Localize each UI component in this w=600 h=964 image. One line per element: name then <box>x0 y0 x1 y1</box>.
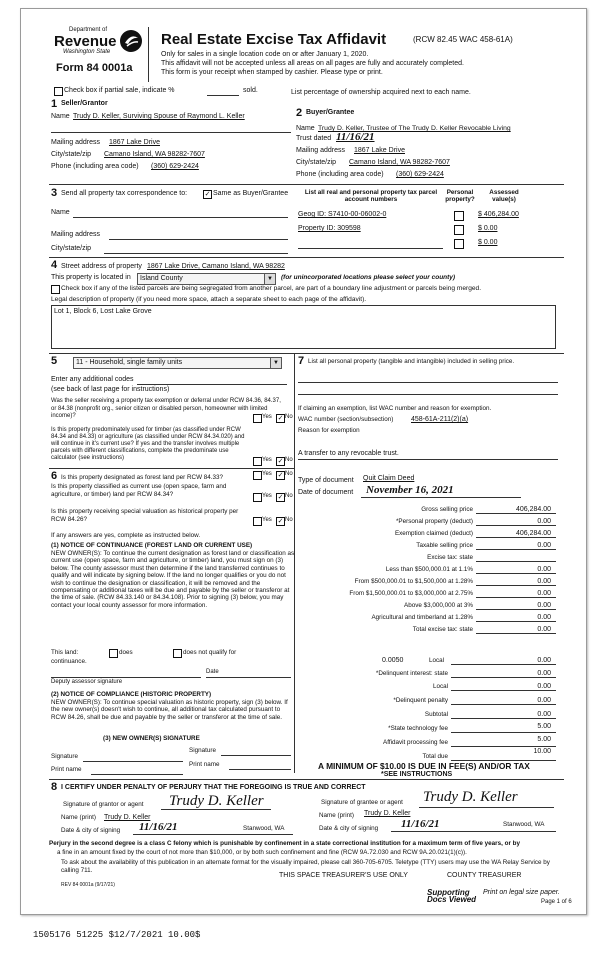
print-name-2-field[interactable] <box>229 769 291 770</box>
chevron-down-icon: ▼ <box>270 358 281 368</box>
tax-row-underline <box>476 585 556 586</box>
tax-row-label: Above $3,000,000 at 3% <box>404 602 473 609</box>
seller-title: Seller/Grantor <box>61 100 108 107</box>
tax-row-value[interactable]: 406,284.00 <box>515 506 551 513</box>
tax-row-value[interactable]: 0.00 <box>537 626 551 633</box>
grantee-date-line <box>391 831 556 832</box>
assessed-value-1[interactable]: $ 406,284.00 <box>478 211 519 218</box>
county-select[interactable] <box>137 273 276 285</box>
local-rate: 0.0050 <box>382 657 404 664</box>
segregated-label: Check box if any of the listed parcels are being segregated from another parcel, are part of a boundary line adjustment or parcels being merged. <box>61 285 482 292</box>
legal-description-label: Legal description of property (if you need more space, attach a separate sheet to each page of the affidavit). <box>51 296 367 303</box>
buyer-name-field[interactable]: Trudy D. Keller, Trustee of The Trudy D. Keller Revocable Living <box>318 125 511 132</box>
section-6-number: 6 <box>51 470 58 482</box>
tax-row-label: Agricultural and timberland at 1.28% <box>371 614 473 621</box>
tax-row-label: Excise tax: state <box>427 554 473 561</box>
tax-row-label: Gross selling price <box>421 506 473 513</box>
print-name-1-field[interactable] <box>91 774 183 775</box>
seller-blank-line <box>51 132 291 133</box>
revenue-logo-text: Revenue <box>54 33 117 50</box>
parcel-id-1[interactable]: Geog ID: S7410-00-06002-0 <box>298 211 387 218</box>
grantor-date-line <box>133 834 293 835</box>
grantee-date-field[interactable]: 11/16/21 <box>401 818 440 830</box>
processing-fee-value[interactable]: 5.00 <box>537 736 551 743</box>
buyer-phone-label: Phone (including area code) <box>296 171 384 178</box>
forest-yes-label: Yes <box>262 471 272 477</box>
continuance-label: continuance. <box>51 658 87 665</box>
subtotal-value[interactable]: 0.00 <box>537 711 551 718</box>
processing-fee-underline <box>451 746 556 747</box>
doc-date-field[interactable]: November 16, 2021 <box>366 484 454 496</box>
section-8-number: 8 <box>51 781 58 793</box>
tax-row-value[interactable]: 0.00 <box>537 614 551 621</box>
historic-no-label: No <box>285 517 293 523</box>
tax-row-value[interactable]: 406,284.00 <box>515 530 551 537</box>
use-code-select[interactable] <box>73 357 282 369</box>
use-code-value: 11 - Household, single family units <box>76 359 183 366</box>
trust-dated-label: Trust dated <box>296 135 332 142</box>
tech-fee-label: *State technology fee <box>388 725 448 732</box>
does-not-label: does not qualify for <box>183 649 237 656</box>
timber-yes-label: Yes <box>262 457 272 463</box>
deputy-date-field[interactable] <box>206 677 291 678</box>
grantee-signature[interactable]: Trudy D. Keller <box>423 789 518 805</box>
street-field[interactable]: 1867 Lake Drive, Camano Island, WA 98282 <box>147 263 285 270</box>
doc-date-label: Date of document <box>298 489 354 496</box>
seller-city-field[interactable]: Camano Island, WA 98282-7607 <box>104 151 205 158</box>
notice-compliance-body: NEW OWNER(S): To continue special valuation as historic property, sign (3) below. If the new owner(s) doesn't wish to continue, all additional tax calculated pursuant to RCW 84.26, shall be due and payable by the seller or transferor at the time of sale. <box>51 699 288 721</box>
legal-description-text: Lot 1, Block 6, Lost Lake Grove <box>54 308 152 315</box>
personal-property-checkbox-1[interactable] <box>454 211 464 221</box>
partial-sale-label: Check box if partial sale, indicate % <box>64 87 175 94</box>
correspondence-label: Send all property tax correspondence to: <box>61 190 188 197</box>
notice-continuance-body: NEW OWNER(S): To continue the current designation as forest land or classification as current use (open space, farm and agriculture, or timber) land, you must sign on (3) below. The county assessor must then determine if the land transferred continues to qualify and will indicate by signing below. If the land no longer qualifies or you do not wish to continue the designation or classification, it will be removed and the compensating or additional taxes will be due and payable by the seller or transferor at the time of sale. (RCW 84.33.140 or 84.34.108). Prior to signing (3) below, you may contact your local county assessor for more information. <box>51 550 295 609</box>
washington-state-label: Washington State <box>63 49 111 55</box>
doc-type-label: Type of document <box>298 477 354 484</box>
section-4-divider <box>49 257 564 258</box>
assessed-value-header: Assessed value(s) <box>489 189 519 203</box>
same-as-buyer-checkbox[interactable]: ✓ <box>204 191 211 198</box>
local-label: Local <box>429 657 445 664</box>
does-label: does <box>119 649 133 656</box>
certify-statement: I CERTIFY UNDER PENALTY OF PERJURY THAT THE FOREGOING IS TRUE AND CORRECT <box>61 784 366 791</box>
wac-claim-label: If claiming an exemption, list WAC number and reason for exemption. <box>298 405 492 412</box>
seller-name-label: Name <box>51 113 70 120</box>
grantee-date-label: Date & city of signing <box>319 825 379 832</box>
tax-row-underline <box>476 573 556 574</box>
tech-fee-value[interactable]: 5.00 <box>537 723 551 730</box>
assessed-value-3[interactable]: $ 0.00 <box>478 239 498 246</box>
legal-paper-note: Print on legal size paper. <box>483 889 560 896</box>
seller-phone-field[interactable]: (360) 629-2424 <box>151 163 199 170</box>
trust-dated-field[interactable]: 11/16/21 <box>336 131 375 143</box>
assessed-value-2[interactable]: $ 0.00 <box>478 225 498 232</box>
grantor-city-field[interactable]: Stanwood, WA <box>243 825 285 832</box>
deputy-signature-field[interactable] <box>51 677 201 678</box>
buyer-phone-field[interactable]: (360) 629-2424 <box>396 171 444 178</box>
section-8-divider <box>49 779 564 780</box>
print-name-1-label: Print name <box>51 766 82 773</box>
forest-question: Is this property designated as forest land per RCW 84.33? <box>61 474 224 481</box>
corr-mailing-label: Mailing address <box>51 231 101 238</box>
tax-row-label: *Personal property (deduct) <box>395 518 473 525</box>
grantee-city-field[interactable]: Stanwood, WA <box>503 821 545 828</box>
tax-row-value[interactable]: 0.00 <box>537 566 551 573</box>
see-back-note: (see back of last page for instructions) <box>51 386 170 393</box>
tax-row-underline <box>476 549 556 550</box>
interest-local-underline <box>451 690 556 691</box>
seller-mailing-label: Mailing address <box>51 139 101 146</box>
corr-mailing-field[interactable] <box>109 239 288 240</box>
buyer-name-label: Name <box>296 125 315 132</box>
timber-no-label: No <box>285 457 293 463</box>
same-as-buyer-label: Same as Buyer/Grantee <box>213 190 289 197</box>
timber-yes-checkbox[interactable] <box>253 457 262 466</box>
exemption-yes-label: Yes <box>262 414 272 420</box>
personal-property-line-2[interactable] <box>298 394 558 395</box>
grantee-name-label: Name (print) <box>319 812 354 819</box>
rcw-reference: (RCW 82.45 WAC 458-61A) <box>413 35 513 44</box>
chevron-down-icon: ▼ <box>264 274 275 284</box>
column-divider <box>294 353 295 773</box>
forest-no-label: No <box>285 471 293 477</box>
tax-row-underline <box>476 525 556 526</box>
grantor-signature-line <box>161 809 271 810</box>
forest-no-checkbox[interactable]: ✓ <box>277 472 284 479</box>
if-yes-note: If any answers are yes, complete as instructed below. <box>51 532 201 539</box>
tax-row-value[interactable]: 0.00 <box>537 590 551 597</box>
deputy-date-label: Date <box>206 669 219 675</box>
parcel-id-2[interactable]: Property ID: 309598 <box>298 225 361 232</box>
recording-stamp: 1505176 51225 $12/7/2021 10.00$ <box>33 930 201 940</box>
tax-row-underline <box>476 633 556 634</box>
seller-mailing-field[interactable]: 1867 Lake Drive <box>109 139 160 146</box>
processing-fee-label: Affidavit processing fee <box>383 739 448 746</box>
tax-row-value[interactable]: 0.00 <box>537 602 551 609</box>
perjury-line-1: Perjury in the second degree is a class C felony which is punishable by confinement in a state correctional institution for a maximum term of five years, or by <box>49 840 520 847</box>
new-owner-signature-title: (3) NEW OWNER(S) SIGNATURE <box>103 735 200 742</box>
local-underline <box>451 664 556 665</box>
section-3-number: 3 <box>51 187 58 199</box>
penalty-value[interactable]: 0.00 <box>537 697 551 704</box>
total-due-label: Total due <box>422 753 448 760</box>
grantor-date-label: Date & city of signing <box>61 827 121 834</box>
tax-row-underline <box>476 513 556 514</box>
reason-underline <box>298 459 558 460</box>
section-2-number: 2 <box>296 107 303 119</box>
revision-label: REV 84 0001a (9/17/21) <box>61 882 115 888</box>
signature-2-field[interactable] <box>221 755 291 756</box>
buyer-city-label: City/state/zip <box>296 159 337 166</box>
tax-row-underline <box>476 561 556 562</box>
grantor-name-label: Name (print) <box>61 814 96 821</box>
seller-city-label: City/state/zip <box>51 151 92 158</box>
forest-yes-checkbox[interactable] <box>253 471 262 480</box>
buyer-mailing-field[interactable]: 1867 Lake Drive <box>354 147 405 154</box>
subtotal-label: Subtotal <box>424 711 448 718</box>
grantor-date-field[interactable]: 11/16/21 <box>139 821 178 833</box>
notice-compliance-title: (2) NOTICE OF COMPLIANCE (HISTORIC PROPERTY) <box>51 691 212 698</box>
historic-yes-label: Yes <box>262 517 272 523</box>
partial-sale-checkbox[interactable] <box>54 87 63 96</box>
wac-number-field[interactable]: 458-61A-211(2)(a) <box>411 416 469 423</box>
tax-row-underline <box>476 597 556 598</box>
current-use-question: Is this property classified as current use (open space, farm and agriculture, or timber) land per RCW 84.34? <box>51 483 227 498</box>
page-number: Page 1 of 6 <box>541 899 572 905</box>
seller-phone-label: Phone (including area code) <box>51 163 139 170</box>
current-use-no-checkbox[interactable]: ✓ <box>277 494 284 501</box>
section-4-number: 4 <box>51 259 58 271</box>
tax-row-value[interactable]: 0.00 <box>537 578 551 585</box>
header-divider <box>148 27 149 82</box>
street-label: Street address of property <box>61 263 142 270</box>
interest-local-label: Local <box>432 683 448 690</box>
timber-question: Is this property predominately used for timber (as classified under RCW 84.34 and 84.33) or agriculture (as classified under RCW 84.34.020) and will continue in it's current use? If yes and the transfer involves multiple parcels with different classifications, complete the predominate use calculator (see instructions) <box>51 427 245 461</box>
parcel-list-header: List all real and personal property tax parcel account numbers <box>304 189 438 203</box>
interest-state-label: *Delinquent interest: state <box>375 670 448 677</box>
legal-description-box[interactable] <box>51 305 556 349</box>
signature-2-label: Signature <box>189 747 216 754</box>
historic-yes-checkbox[interactable] <box>253 517 262 526</box>
corr-name-label: Name <box>51 209 70 216</box>
tax-row-label: Less than $500,000.01 at 1.1% <box>385 566 473 573</box>
treasurer-use-label: THIS SPACE TREASURER'S USE ONLY <box>279 872 408 879</box>
additional-codes-field[interactable] <box>137 384 287 385</box>
ownership-note: List percentage of ownership acquired next to each name. <box>291 89 471 96</box>
grantor-name-field[interactable]: Trudy D. Keller <box>104 814 151 821</box>
grantee-signature-line <box>419 807 554 808</box>
supporting-docs-viewed-stamp: Supporting Docs Viewed <box>427 888 477 904</box>
see-instructions-note: *SEE INSTRUCTIONS <box>381 771 453 778</box>
corr-city-label: City/state/zip <box>51 245 92 252</box>
deputy-signature-label: Deputy assessor signature <box>51 679 123 685</box>
personal-property-line-1[interactable] <box>298 382 558 383</box>
parcel-id-3[interactable] <box>298 248 443 249</box>
form-number: Form 84 0001a <box>56 62 133 74</box>
exemption-no-label: No <box>285 414 293 420</box>
section-3-divider <box>49 184 564 185</box>
section-5-divider <box>49 353 564 354</box>
current-use-no-label: No <box>285 493 293 499</box>
revenue-logo-icon <box>119 29 143 58</box>
interest-state-value[interactable]: 0.00 <box>537 670 551 677</box>
does-not-checkbox[interactable] <box>173 649 182 658</box>
penalty-label: *Delinquent penalty <box>393 697 448 704</box>
this-land-label: This land: <box>51 649 79 656</box>
reason-label: Reason for exemption <box>298 427 360 434</box>
located-label: This property is located in <box>51 274 131 281</box>
sold-label: sold. <box>243 87 258 94</box>
note-line-2: This affidavit will not be accepted unless all areas on all pages are fully and accurately completed. <box>161 60 464 67</box>
tax-row-value[interactable]: 0.00 <box>537 518 551 525</box>
county-select-value: Island County <box>140 275 183 282</box>
segregated-checkbox[interactable] <box>51 285 60 294</box>
alternate-format-note: To ask about the availability of this publication in an alternate format for the visually impaired, please call 360-705-6705. Teletype (TTY) users may use the WA Relay Service by calling 711. <box>61 859 550 874</box>
tax-row-label: Taxable selling price <box>416 542 473 549</box>
personal-property-header: Personal property? <box>445 189 475 203</box>
doc-date-underline <box>361 497 521 498</box>
partial-sale-percent-field[interactable] <box>207 95 239 96</box>
dept-of-label: Department of <box>69 27 108 33</box>
form-title: Real Estate Excise Tax Affidavit <box>161 31 387 48</box>
interest-local-value[interactable]: 0.00 <box>537 683 551 690</box>
current-use-yes-checkbox[interactable] <box>253 493 262 502</box>
exemption-question: Was the seller receiving a property tax exemption or deferral under RCW 84.36, 84.37, or 84.38 (nonprofit org., senior citizen or disabled person, homeowner with limited income)? <box>51 398 281 419</box>
grantee-signature-label: Signature of grantee or agent <box>321 799 403 806</box>
section-7-number: 7 <box>298 355 305 367</box>
historic-question: Is this property receiving special valuation as historical property per RCW 84.26? <box>51 508 239 523</box>
affidavit-page <box>20 8 587 915</box>
grantor-signature-label: Signature of grantor or agent <box>63 801 144 808</box>
grantee-name-field[interactable]: Trudy D. Keller <box>364 810 411 817</box>
note-line-1: Only for sales in a single location code on or after January 1, 2020. <box>161 51 369 58</box>
seller-name-field[interactable]: Trudy D. Keller, Surviving Spouse of Raymond L. Keller <box>73 113 245 120</box>
signature-1-label: Signature <box>51 753 78 760</box>
local-value[interactable]: 0.00 <box>537 657 551 664</box>
perjury-line-2: a fine in an amount fixed by the court of not more than $10,000, or by both such confinement and fine (RCW 9A.72.030 and RCW 9A.20.021(1)(c)). <box>57 849 467 856</box>
minimum-due-note: A MINIMUM OF $10.00 IS DUE IN FEE(S) AND/OR TAX <box>318 761 530 771</box>
tax-row-label: Total excise tax: state <box>412 626 473 633</box>
additional-codes-label: Enter any additional codes <box>51 376 134 383</box>
historic-no-checkbox[interactable]: ✓ <box>277 518 284 525</box>
corr-name-field[interactable] <box>73 217 288 218</box>
current-use-yes-label: Yes <box>262 493 272 499</box>
buyer-mailing-label: Mailing address <box>296 147 346 154</box>
tax-row-value[interactable]: 0.00 <box>537 542 551 549</box>
signature-1-field[interactable] <box>83 761 183 762</box>
exemption-yes-checkbox[interactable] <box>253 414 262 423</box>
personal-property-list-label: List all personal property (tangible and intangible) included in selling price. <box>308 358 515 365</box>
timber-no-checkbox[interactable]: ✓ <box>277 458 284 465</box>
tech-fee-underline <box>451 732 556 733</box>
unincorporated-note: (for unincorporated locations please select your county) <box>281 274 456 281</box>
tax-row-underline <box>476 621 556 622</box>
wac-number-label: WAC number (section/subsection) <box>298 416 394 423</box>
exemption-no-checkbox[interactable]: ✓ <box>277 415 284 422</box>
grantor-signature[interactable]: Trudy D. Keller <box>169 793 264 809</box>
tax-row-label: From $1,500,000.01 to $3,000,000 at 2.75% <box>349 590 473 597</box>
county-treasurer-label: COUNTY TREASURER <box>447 872 522 879</box>
tax-row-underline <box>476 537 556 538</box>
tax-row-underline <box>476 609 556 610</box>
penalty-underline <box>451 704 556 705</box>
section-5-number: 5 <box>51 355 58 367</box>
buyer-title: Buyer/Grantee <box>306 109 355 116</box>
notice-continuance-title: (1) NOTICE OF CONTINUANCE (FOREST LAND OR CURRENT USE) <box>51 542 253 549</box>
personal-property-checkbox-3[interactable] <box>454 239 464 249</box>
section-1-number: 1 <box>51 98 58 110</box>
section-6-divider <box>49 468 294 469</box>
reason-field[interactable]: A transfer to any revocable trust. <box>298 450 399 457</box>
tax-row-label: Exemption claimed (deduct) <box>394 530 473 537</box>
subtotal-underline <box>451 718 556 719</box>
buyer-city-field[interactable]: Camano Island, WA 98282-7607 <box>349 159 450 166</box>
print-name-2-label: Print name <box>189 761 220 768</box>
corr-city-field[interactable] <box>104 253 288 254</box>
doc-type-field[interactable]: Quit Claim Deed <box>363 475 415 482</box>
note-line-3: This form is your receipt when stamped by cashier. Please type or print. <box>161 69 383 76</box>
interest-state-underline <box>451 677 556 678</box>
does-checkbox[interactable] <box>109 649 118 658</box>
personal-property-checkbox-2[interactable] <box>454 225 464 235</box>
tax-row-label: From $500,000.01 to $1,500,000 at 1.28% <box>354 578 473 585</box>
total-due-value[interactable]: 10.00 <box>533 748 551 755</box>
